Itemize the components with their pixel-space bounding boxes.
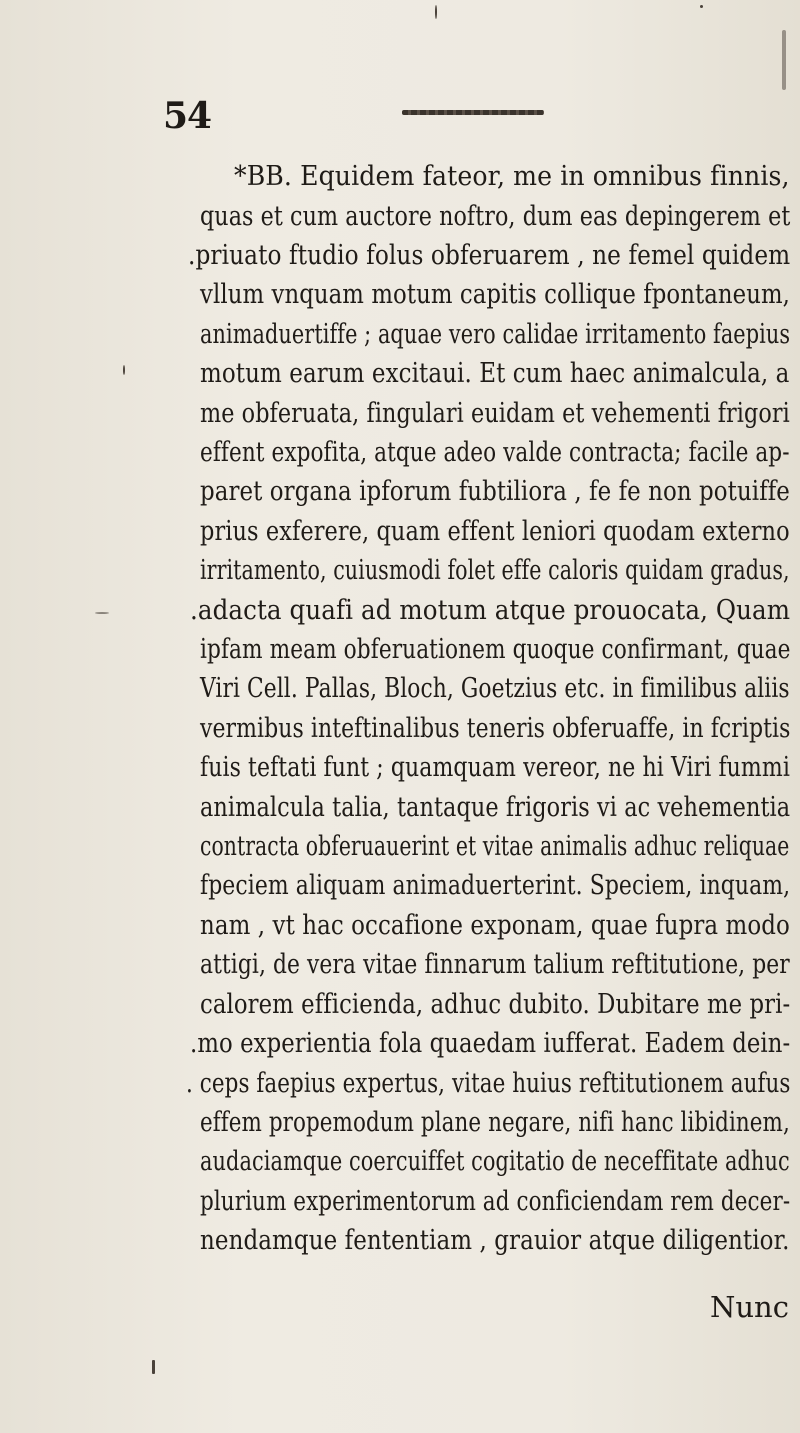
catchword: Nunc [710, 1290, 789, 1324]
page-number: 54 [163, 95, 212, 137]
text-line: fpeciem aliquam animaduerterint. Speciem, inquam, [200, 870, 791, 901]
text-line: motum earum excitaui. Et cum haec animalcula, a [200, 358, 790, 389]
paper-blemish [782, 30, 786, 90]
text-line: animalcula talia, tantaque frigoris vi ac vehementia [200, 792, 791, 823]
text-line: nendamque fententiam , grauior atque diligentior. [200, 1225, 790, 1256]
text-line: .adacta quafi ad motum atque prouocata, Quam [190, 595, 791, 626]
text-line: vermibus inteftinalibus teneris obferuaffe, in fcriptis [200, 713, 791, 744]
text-line: audaciamque coercuiffet cogitatio de neceffitate adhuc [200, 1146, 790, 1177]
text-line: animaduertiffe ; aquae vero calidae irritamento faepius [200, 319, 791, 350]
paper-blemish [700, 5, 703, 8]
paper-blemish [435, 5, 437, 19]
text-line: paret organa ipforum fubtiliora , fe fe non potuiffe [200, 476, 790, 507]
text-line: . ceps faepius expertus, vitae huius reftitutionem aufus [186, 1068, 791, 1099]
paper-blemish [152, 1360, 155, 1374]
text-line: contracta obferuauerint et vitae animalis adhuc reliquae [200, 831, 790, 862]
header-ornament-rule [402, 110, 544, 115]
text-line: *BB. Equidem fateor, me in omnibus finnis, [234, 161, 790, 192]
text-line: effem propemodum plane negare, nifi hanc libidinem, [200, 1107, 790, 1138]
text-line: irritamento, cuiusmodi folet effe caloris quidam gradus, [200, 555, 790, 586]
text-line: effent expofita, atque adeo valde contracta; facile ap- [200, 437, 790, 468]
text-line: calorem efficienda, adhuc dubito. Dubitare me pri- [200, 989, 791, 1020]
text-line: Viri Cell. Pallas, Bloch, Goetzius etc. in fimilibus aliis [200, 673, 790, 704]
text-line: attigi, de vera vitae finnarum talium reftitutione, per [200, 949, 790, 980]
text-line: ipfam meam obferuationem quoque confirmant, quae [200, 634, 791, 665]
text-line: prius exferere, quam effent leniori quodam externo [200, 516, 790, 547]
paper-blemish [123, 365, 125, 375]
text-line: .mo experientia fola quaedam iufferat. Eadem dein- [190, 1028, 791, 1059]
text-line: plurium experimentorum ad conficiendam rem decer- [200, 1186, 791, 1217]
text-line: me obferuata, fingulari euidam et vehementi frigori [200, 398, 790, 429]
paper-blemish [95, 612, 109, 614]
text-line: vllum vnquam motum capitis collique fpontaneum, [200, 279, 791, 310]
text-line: .priuato ftudio folus obferuarem , ne femel quidem [188, 240, 791, 271]
text-line: nam , vt hac occafione exponam, quae fupra modo [200, 910, 790, 941]
text-line: fuis teftati funt ; quamquam vereor, ne hi Viri fummi [200, 752, 790, 783]
text-line: quas et cum auctore noftro, dum eas depingerem et [200, 201, 791, 232]
